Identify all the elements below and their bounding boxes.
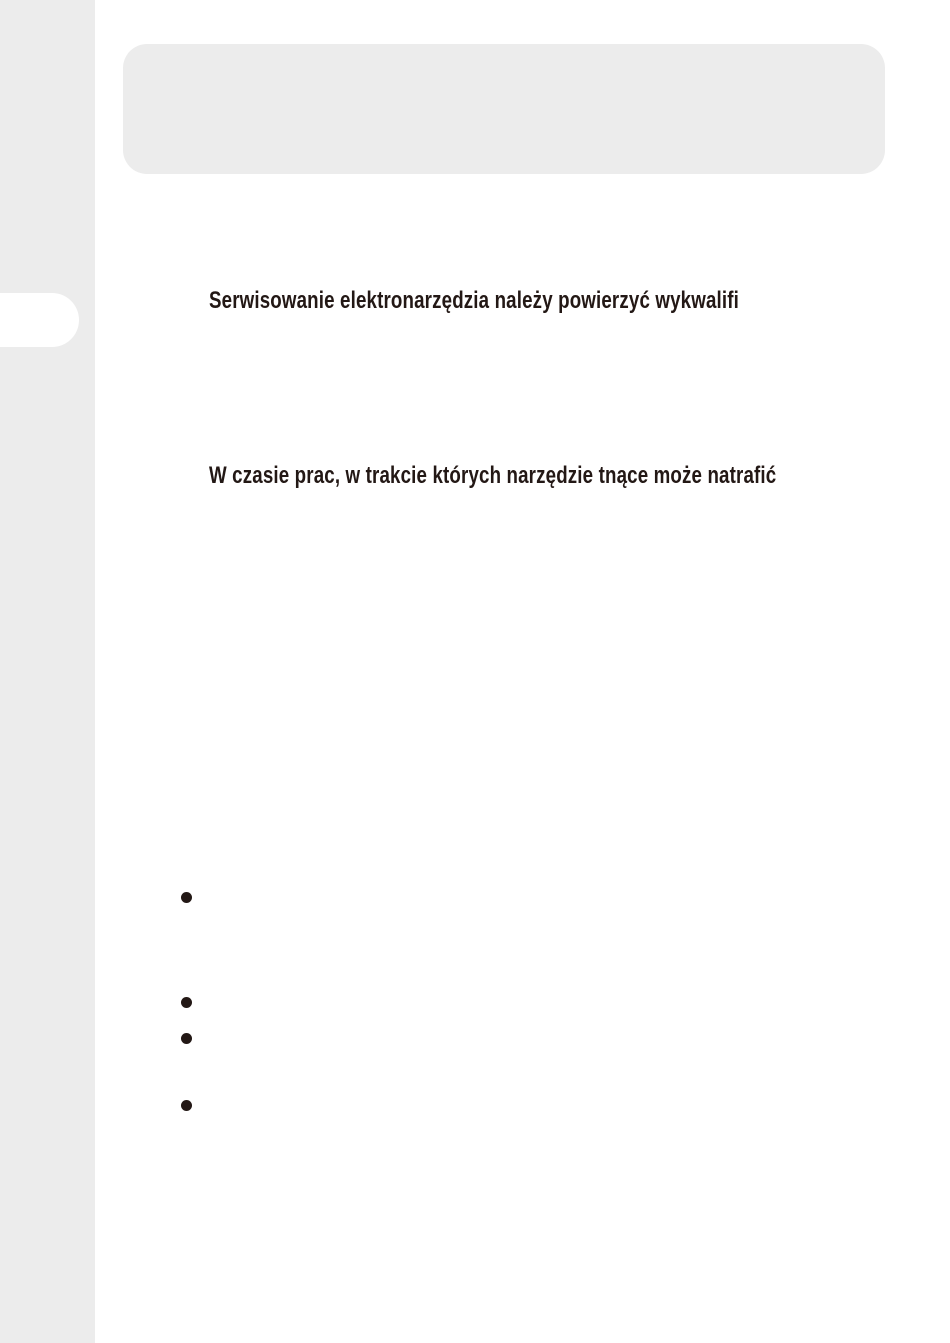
side-margin-strip	[0, 0, 95, 1343]
bullet-point	[181, 892, 192, 903]
header-panel	[123, 44, 885, 174]
cutting-warning-text: W czasie prac, w trakcie których narzędzie tnące może natrafić	[209, 462, 777, 489]
bullet-point	[181, 997, 192, 1008]
servicing-warning-text: Serwisowanie elektronarzędzia należy powierzyć wykwalifi	[209, 287, 739, 314]
bullet-point	[181, 1033, 192, 1044]
bullet-point	[181, 1100, 192, 1111]
chapter-tab	[0, 293, 79, 347]
